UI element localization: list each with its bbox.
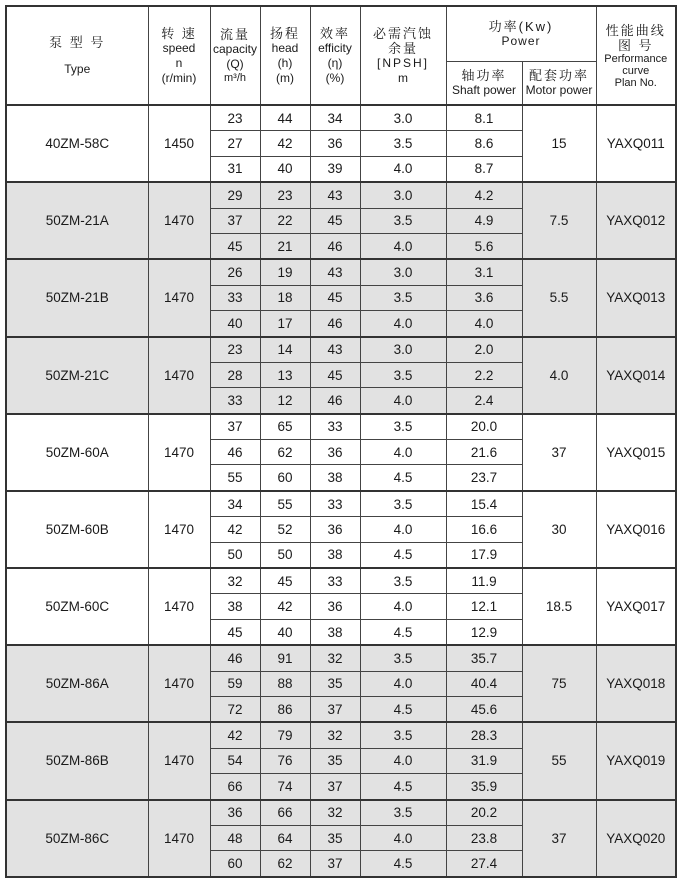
speed-cell: 1470: [148, 337, 210, 414]
head-cell: 22: [260, 208, 310, 233]
efficiency-cell: 32: [310, 645, 360, 671]
shaft-power-cell: 4.9: [446, 208, 522, 233]
capacity-cell: 48: [210, 825, 260, 850]
capacity-cell: 27: [210, 131, 260, 156]
header-motor-zh: 配套功率: [528, 68, 589, 83]
shaft-power-cell: 21.6: [446, 440, 522, 465]
table-row: [6, 645, 676, 671]
pump-performance-table: [5, 5, 677, 878]
npsh-cell: 4.5: [360, 774, 446, 800]
efficiency-cell: 38: [310, 619, 360, 645]
pump-group: [6, 414, 676, 491]
header-eff-zh: 效率: [319, 25, 350, 41]
motor-power-cell: 5.5: [522, 259, 596, 336]
npsh-cell: 4.0: [360, 440, 446, 465]
efficiency-cell: 36: [310, 131, 360, 156]
header-shaft-zh: 轴功率: [461, 68, 507, 83]
capacity-cell: 59: [210, 671, 260, 696]
head-cell: 91: [260, 645, 310, 671]
header-npsh-zh1: 必需汽蚀: [372, 25, 433, 41]
speed-cell: 1470: [148, 259, 210, 336]
header-capacity-en: capacity: [212, 42, 258, 56]
header-shaft-power: [446, 62, 522, 106]
header-curve-zh2: 图 号: [617, 37, 654, 53]
efficiency-cell: 37: [310, 696, 360, 722]
npsh-cell: 4.0: [360, 825, 446, 850]
pump-type-cell: 50ZM-21B: [6, 259, 148, 336]
pump-spec-sheet: [5, 5, 677, 878]
header-capacity-zh: 流量: [219, 27, 250, 42]
table-row: [6, 491, 676, 517]
efficiency-cell: 37: [310, 774, 360, 800]
table-row: [6, 182, 676, 208]
shaft-power-cell: 23.7: [446, 465, 522, 491]
efficiency-cell: 39: [310, 156, 360, 182]
capacity-cell: 60: [210, 851, 260, 877]
head-cell: 55: [260, 491, 310, 517]
head-cell: 88: [260, 671, 310, 696]
npsh-cell: 4.5: [360, 542, 446, 568]
efficiency-cell: 33: [310, 491, 360, 517]
pump-group: [6, 491, 676, 568]
header-npsh-sym: [NPSH]: [376, 55, 429, 70]
capacity-cell: 29: [210, 182, 260, 208]
capacity-cell: 37: [210, 208, 260, 233]
efficiency-cell: 45: [310, 285, 360, 310]
pump-group: [6, 645, 676, 722]
pump-group: [6, 105, 676, 182]
npsh-cell: 4.0: [360, 388, 446, 414]
efficiency-cell: 46: [310, 311, 360, 337]
head-cell: 40: [260, 156, 310, 182]
efficiency-cell: 46: [310, 388, 360, 414]
capacity-cell: 23: [210, 105, 260, 131]
efficiency-cell: 38: [310, 465, 360, 491]
speed-cell: 1470: [148, 645, 210, 722]
capacity-cell: 66: [210, 774, 260, 800]
npsh-cell: 3.5: [360, 362, 446, 387]
pump-type-cell: 50ZM-86B: [6, 722, 148, 799]
npsh-cell: 4.0: [360, 233, 446, 259]
npsh-cell: 4.5: [360, 465, 446, 491]
header-curve: [596, 6, 676, 105]
efficiency-cell: 36: [310, 440, 360, 465]
head-cell: 17: [260, 311, 310, 337]
head-cell: 86: [260, 696, 310, 722]
header-speed-sym: n: [175, 55, 183, 70]
header-head-unit: (m): [276, 70, 294, 85]
efficiency-cell: 43: [310, 259, 360, 285]
capacity-cell: 72: [210, 696, 260, 722]
motor-power-cell: 4.0: [522, 337, 596, 414]
shaft-power-cell: 8.1: [446, 105, 522, 131]
head-cell: 40: [260, 619, 310, 645]
plan-no-cell: YAXQ011: [596, 105, 676, 182]
npsh-cell: 3.5: [360, 645, 446, 671]
pump-type-cell: 50ZM-86C: [6, 800, 148, 877]
header-npsh-unit: m: [398, 70, 408, 85]
shaft-power-cell: 2.2: [446, 362, 522, 387]
npsh-cell: 3.5: [360, 568, 446, 594]
capacity-cell: 31: [210, 156, 260, 182]
table-header: [6, 6, 676, 105]
header-speed-zh: 转 速: [161, 25, 197, 41]
shaft-power-cell: 3.1: [446, 259, 522, 285]
shaft-power-cell: 15.4: [446, 491, 522, 517]
shaft-power-cell: 35.9: [446, 774, 522, 800]
efficiency-cell: 35: [310, 748, 360, 773]
capacity-cell: 23: [210, 337, 260, 363]
shaft-power-cell: 4.0: [446, 311, 522, 337]
efficiency-cell: 36: [310, 594, 360, 619]
table-row: [6, 568, 676, 594]
pump-type-cell: 50ZM-60B: [6, 491, 148, 568]
table-row: [6, 259, 676, 285]
header-capacity-sym: (Q): [226, 57, 244, 71]
plan-no-cell: YAXQ017: [596, 568, 676, 645]
npsh-cell: 4.0: [360, 156, 446, 182]
shaft-power-cell: 11.9: [446, 568, 522, 594]
head-cell: 60: [260, 465, 310, 491]
shaft-power-cell: 12.1: [446, 594, 522, 619]
header-head-zh: 扬程: [269, 25, 300, 41]
npsh-cell: 3.5: [360, 131, 446, 156]
head-cell: 21: [260, 233, 310, 259]
npsh-cell: 3.5: [360, 491, 446, 517]
shaft-power-cell: 20.2: [446, 800, 522, 826]
speed-cell: 1470: [148, 568, 210, 645]
head-cell: 64: [260, 825, 310, 850]
plan-no-cell: YAXQ014: [596, 337, 676, 414]
npsh-cell: 3.5: [360, 285, 446, 310]
shaft-power-cell: 8.6: [446, 131, 522, 156]
shaft-power-cell: 35.7: [446, 645, 522, 671]
speed-cell: 1450: [148, 105, 210, 182]
speed-cell: 1470: [148, 800, 210, 877]
head-cell: 19: [260, 259, 310, 285]
pump-group: [6, 182, 676, 259]
npsh-cell: 4.0: [360, 748, 446, 773]
capacity-cell: 40: [210, 311, 260, 337]
npsh-cell: 4.0: [360, 671, 446, 696]
efficiency-cell: 35: [310, 825, 360, 850]
header-type-zh: 泵 型 号: [49, 34, 106, 50]
shaft-power-cell: 17.9: [446, 542, 522, 568]
plan-no-cell: YAXQ018: [596, 645, 676, 722]
plan-no-cell: YAXQ020: [596, 800, 676, 877]
shaft-power-cell: 20.0: [446, 414, 522, 440]
header-efficiency: [310, 6, 360, 105]
shaft-power-cell: 23.8: [446, 825, 522, 850]
efficiency-cell: 37: [310, 851, 360, 877]
capacity-cell: 28: [210, 362, 260, 387]
capacity-cell: 46: [210, 645, 260, 671]
pump-group: [6, 337, 676, 414]
header-shaft-en: Shaft power: [451, 83, 517, 97]
shaft-power-cell: 8.7: [446, 156, 522, 182]
shaft-power-cell: 4.2: [446, 182, 522, 208]
head-cell: 44: [260, 105, 310, 131]
head-cell: 42: [260, 131, 310, 156]
shaft-power-cell: 2.4: [446, 388, 522, 414]
header-capacity: [210, 6, 260, 105]
capacity-cell: 33: [210, 388, 260, 414]
head-cell: 79: [260, 722, 310, 748]
efficiency-cell: 46: [310, 233, 360, 259]
header-curve-en2: curve: [622, 64, 650, 77]
shaft-power-cell: 16.6: [446, 517, 522, 542]
npsh-cell: 3.5: [360, 414, 446, 440]
header-eff-sym: (η): [327, 55, 343, 70]
capacity-cell: 33: [210, 285, 260, 310]
capacity-cell: 34: [210, 491, 260, 517]
motor-power-cell: 7.5: [522, 182, 596, 259]
plan-no-cell: YAXQ012: [596, 182, 676, 259]
header-type: [6, 6, 148, 105]
pump-type-cell: 50ZM-60C: [6, 568, 148, 645]
efficiency-cell: 32: [310, 800, 360, 826]
pump-type-cell: 50ZM-60A: [6, 414, 148, 491]
capacity-cell: 45: [210, 619, 260, 645]
header-npsh: [360, 6, 446, 105]
header-head-sym: (h): [277, 55, 293, 70]
efficiency-cell: 43: [310, 182, 360, 208]
speed-cell: 1470: [148, 414, 210, 491]
npsh-cell: 3.0: [360, 259, 446, 285]
head-cell: 13: [260, 362, 310, 387]
shaft-power-cell: 5.6: [446, 233, 522, 259]
header-head: [260, 6, 310, 105]
header-npsh-zh2: 余量: [387, 40, 418, 56]
header-power-en: Power: [501, 34, 541, 48]
shaft-power-cell: 45.6: [446, 696, 522, 722]
pump-type-cell: 50ZM-86A: [6, 645, 148, 722]
header-curve-en1: Performance: [604, 52, 668, 65]
npsh-cell: 4.0: [360, 594, 446, 619]
shaft-power-cell: 3.6: [446, 285, 522, 310]
header-motor-en: Motor power: [525, 83, 593, 97]
capacity-cell: 38: [210, 594, 260, 619]
header-capacity-unit: m³/h: [224, 72, 246, 84]
npsh-cell: 3.5: [360, 722, 446, 748]
shaft-power-cell: 28.3: [446, 722, 522, 748]
motor-power-cell: 15: [522, 105, 596, 182]
pump-type-cell: 50ZM-21A: [6, 182, 148, 259]
header-eff-en: efficity: [318, 40, 352, 55]
plan-no-cell: YAXQ016: [596, 491, 676, 568]
efficiency-cell: 43: [310, 337, 360, 363]
pump-type-cell: 40ZM-58C: [6, 105, 148, 182]
motor-power-cell: 55: [522, 722, 596, 799]
head-cell: 42: [260, 594, 310, 619]
efficiency-cell: 35: [310, 671, 360, 696]
table-row: [6, 337, 676, 363]
npsh-cell: 3.5: [360, 208, 446, 233]
npsh-cell: 4.5: [360, 619, 446, 645]
speed-cell: 1470: [148, 182, 210, 259]
header-type-en: Type: [64, 61, 91, 76]
capacity-cell: 54: [210, 748, 260, 773]
shaft-power-cell: 40.4: [446, 671, 522, 696]
plan-no-cell: YAXQ015: [596, 414, 676, 491]
capacity-cell: 42: [210, 722, 260, 748]
npsh-cell: 4.0: [360, 311, 446, 337]
capacity-cell: 37: [210, 414, 260, 440]
shaft-power-cell: 2.0: [446, 337, 522, 363]
head-cell: 23: [260, 182, 310, 208]
pump-group: [6, 259, 676, 336]
efficiency-cell: 45: [310, 362, 360, 387]
plan-no-cell: YAXQ019: [596, 722, 676, 799]
table-row: [6, 722, 676, 748]
npsh-cell: 3.0: [360, 105, 446, 131]
capacity-cell: 46: [210, 440, 260, 465]
head-cell: 66: [260, 800, 310, 826]
head-cell: 45: [260, 568, 310, 594]
table-row: [6, 414, 676, 440]
head-cell: 52: [260, 517, 310, 542]
capacity-cell: 45: [210, 233, 260, 259]
head-cell: 65: [260, 414, 310, 440]
head-cell: 12: [260, 388, 310, 414]
capacity-cell: 42: [210, 517, 260, 542]
head-cell: 14: [260, 337, 310, 363]
shaft-power-cell: 12.9: [446, 619, 522, 645]
capacity-cell: 32: [210, 568, 260, 594]
table-row: [6, 105, 676, 131]
npsh-cell: 3.0: [360, 337, 446, 363]
efficiency-cell: 32: [310, 722, 360, 748]
efficiency-cell: 34: [310, 105, 360, 131]
header-eff-unit: (%): [325, 70, 345, 85]
capacity-cell: 55: [210, 465, 260, 491]
header-speed-en: speed: [162, 40, 196, 55]
table-row: [6, 800, 676, 826]
header-curve-en3: Plan No.: [614, 76, 657, 89]
head-cell: 76: [260, 748, 310, 773]
header-power: [446, 6, 596, 62]
motor-power-cell: 18.5: [522, 568, 596, 645]
npsh-cell: 3.5: [360, 800, 446, 826]
head-cell: 18: [260, 285, 310, 310]
pump-group: [6, 722, 676, 799]
capacity-cell: 50: [210, 542, 260, 568]
header-power-zh: 功率(Kw): [488, 19, 554, 34]
efficiency-cell: 33: [310, 414, 360, 440]
motor-power-cell: 37: [522, 414, 596, 491]
motor-power-cell: 37: [522, 800, 596, 877]
pump-group: [6, 568, 676, 645]
head-cell: 50: [260, 542, 310, 568]
plan-no-cell: YAXQ013: [596, 259, 676, 336]
pump-group: [6, 800, 676, 877]
pump-type-cell: 50ZM-21C: [6, 337, 148, 414]
header-speed: [148, 6, 210, 105]
capacity-cell: 36: [210, 800, 260, 826]
header-motor-power: [522, 62, 596, 106]
shaft-power-cell: 27.4: [446, 851, 522, 877]
header-speed-unit: (r/min): [161, 70, 197, 85]
efficiency-cell: 45: [310, 208, 360, 233]
head-cell: 74: [260, 774, 310, 800]
npsh-cell: 4.0: [360, 517, 446, 542]
head-cell: 62: [260, 851, 310, 877]
efficiency-cell: 38: [310, 542, 360, 568]
capacity-cell: 26: [210, 259, 260, 285]
speed-cell: 1470: [148, 491, 210, 568]
header-curve-zh1: 性能曲线: [605, 22, 666, 38]
npsh-cell: 4.5: [360, 851, 446, 877]
motor-power-cell: 75: [522, 645, 596, 722]
shaft-power-cell: 31.9: [446, 748, 522, 773]
efficiency-cell: 36: [310, 517, 360, 542]
motor-power-cell: 30: [522, 491, 596, 568]
npsh-cell: 3.0: [360, 182, 446, 208]
npsh-cell: 4.5: [360, 696, 446, 722]
efficiency-cell: 33: [310, 568, 360, 594]
speed-cell: 1470: [148, 722, 210, 799]
head-cell: 62: [260, 440, 310, 465]
header-head-en: head: [271, 40, 299, 55]
